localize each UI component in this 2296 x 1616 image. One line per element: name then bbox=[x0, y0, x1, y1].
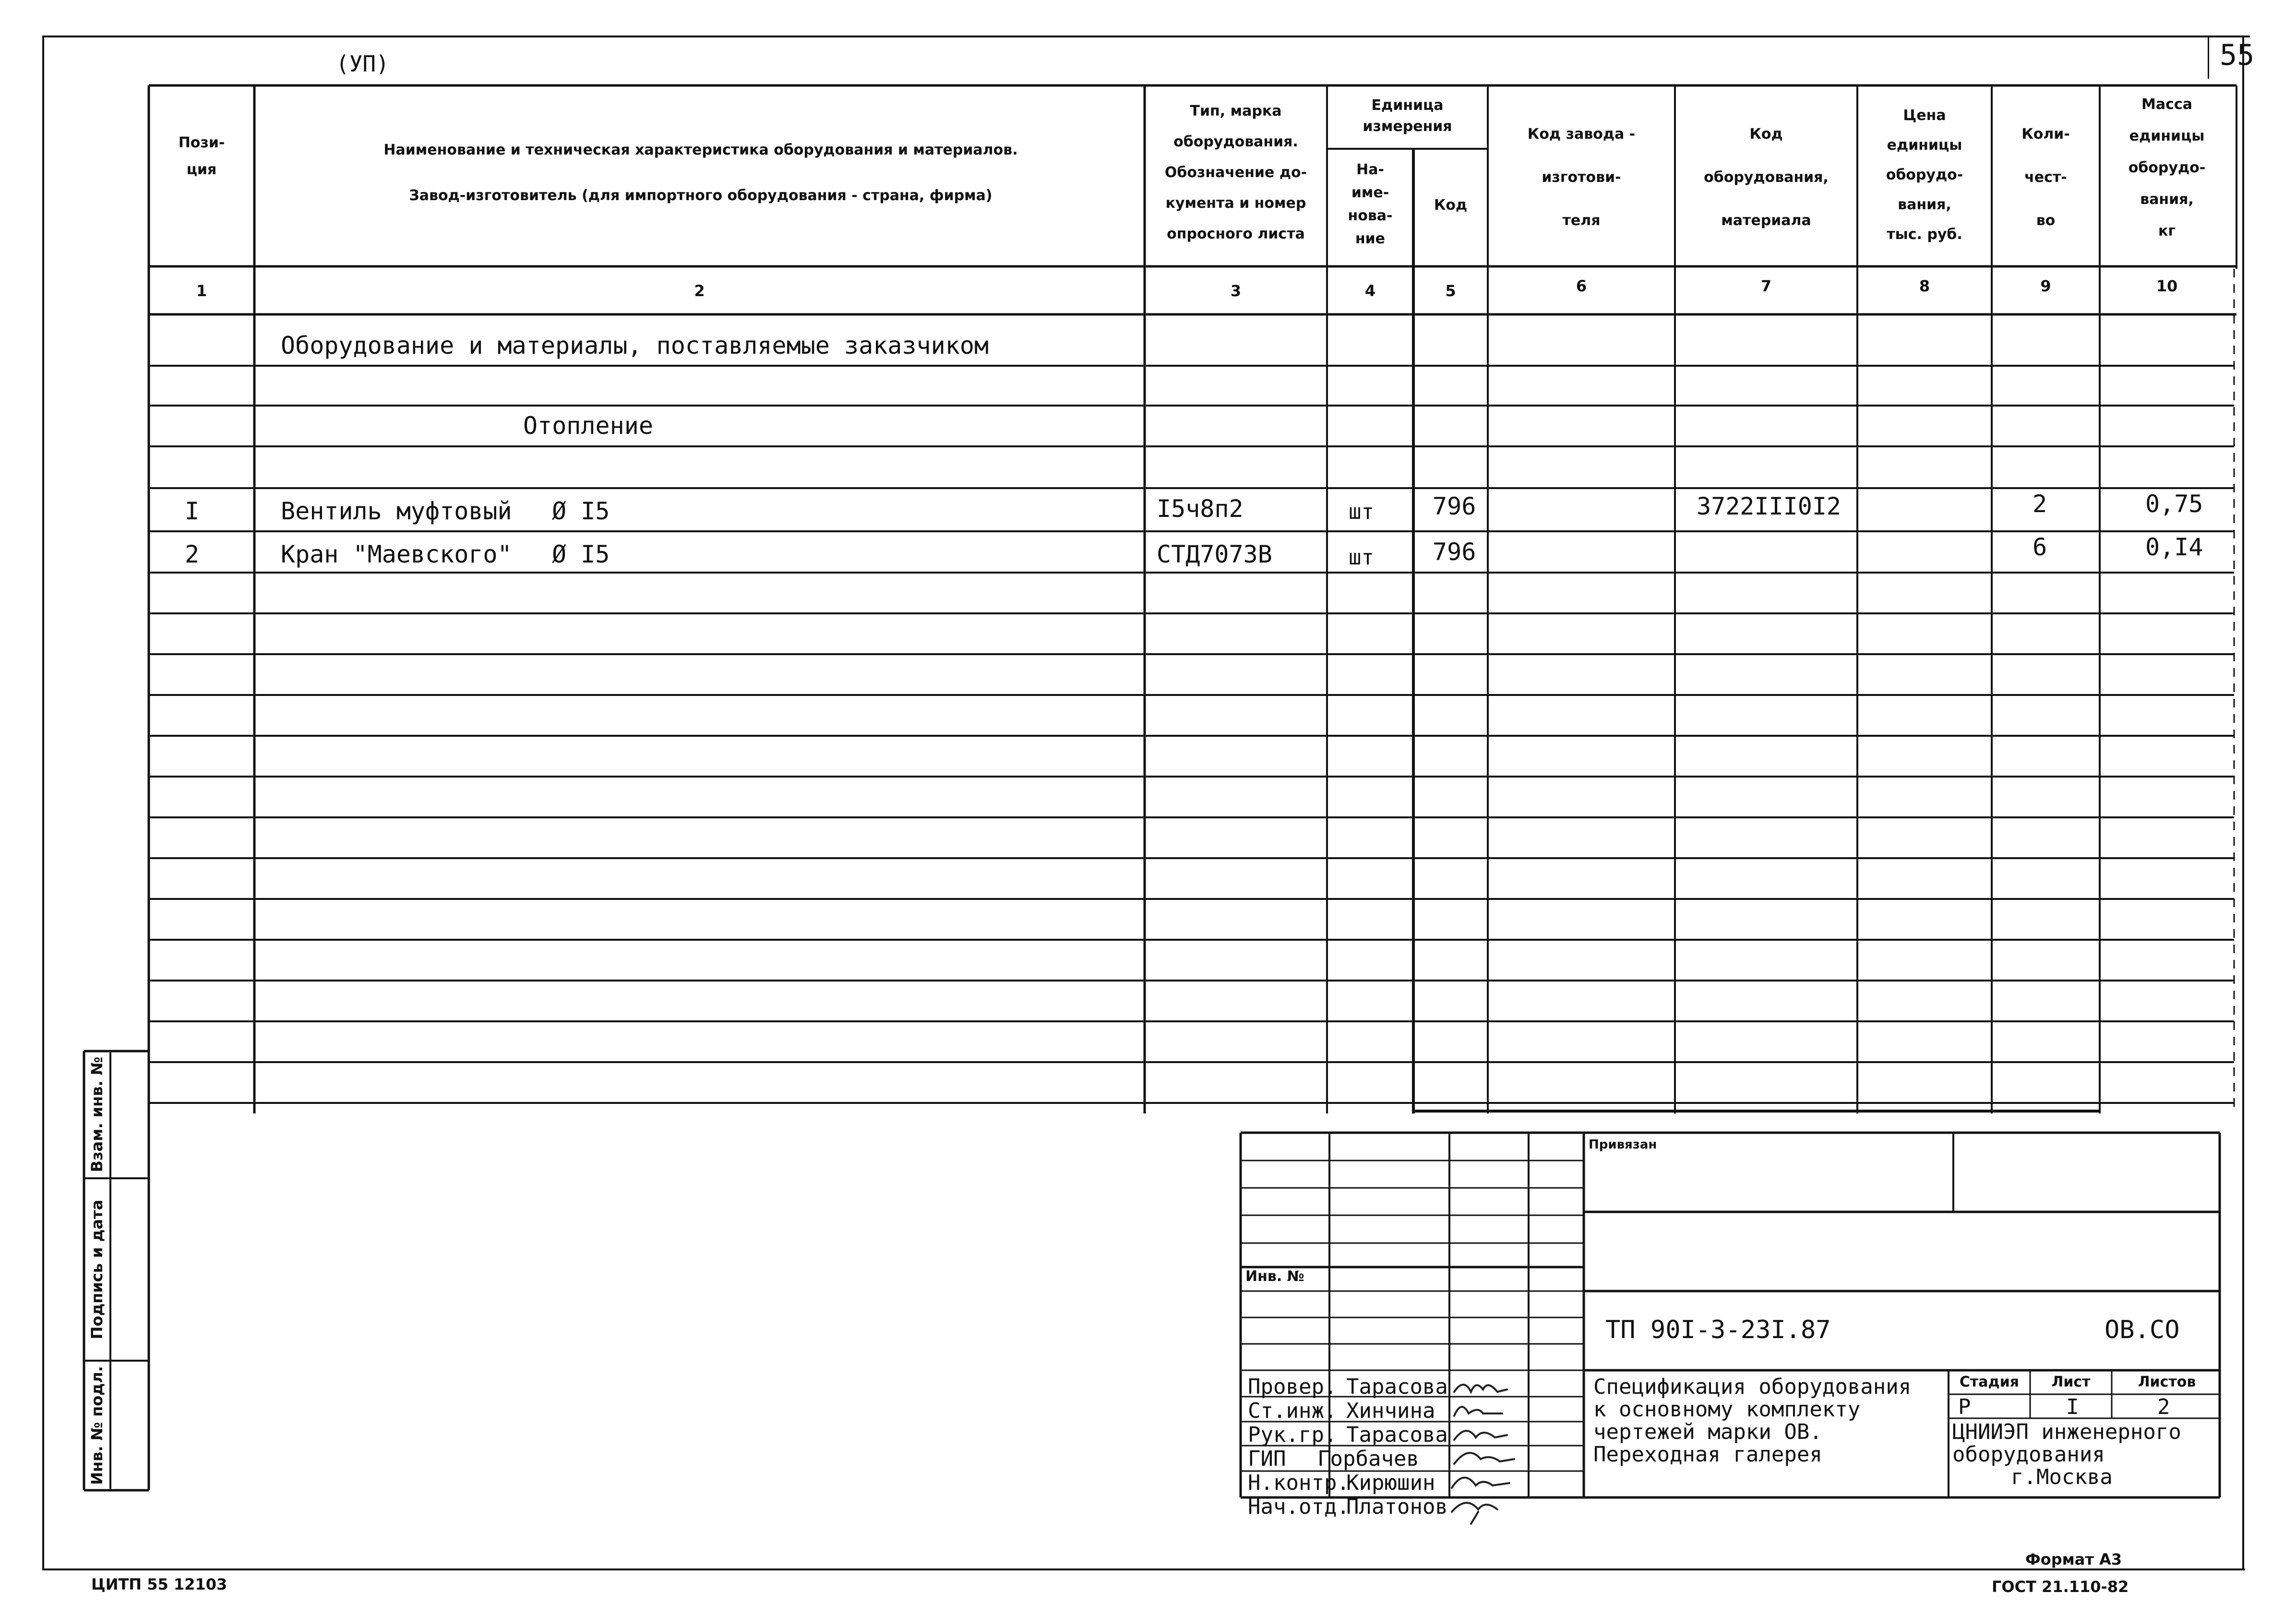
description-line-1: Спецификация оборудования bbox=[1593, 1375, 1912, 1399]
row2-unit: шт bbox=[1349, 545, 1374, 570]
org-line-3: г.Москва bbox=[2011, 1465, 2113, 1489]
sign-name-2: Хинчина bbox=[1346, 1399, 1435, 1423]
column-number-5: 5 bbox=[1445, 282, 1456, 300]
column-number-4: 4 bbox=[1364, 282, 1376, 300]
column-number-10: 10 bbox=[2156, 277, 2178, 295]
sign-name-3: Тарасова bbox=[1346, 1423, 1448, 1447]
row1-unit-code: 796 bbox=[1433, 492, 1476, 520]
doc-mark: ОВ.СО bbox=[2105, 1316, 2180, 1344]
row2-mass: 0,I4 bbox=[2145, 533, 2203, 561]
row1-quantity: 2 bbox=[2033, 490, 2047, 518]
row2-diameter: Ø I5 bbox=[552, 540, 610, 568]
sign-role-6: Нач.отд. bbox=[1248, 1495, 1350, 1519]
doc-tag: (УП) bbox=[336, 51, 389, 77]
footer-left-code: ЦИТП 55 12103 bbox=[91, 1575, 227, 1593]
title-block-inv-no: Инв. № bbox=[1245, 1268, 1304, 1285]
row2-type: СТД7073В bbox=[1157, 540, 1272, 568]
side-stamp-podpis: Подпись и дата bbox=[88, 1199, 106, 1340]
row1-equipment-code: 3722III0I2 bbox=[1697, 492, 1842, 520]
sign-role-3: Рук.гр. bbox=[1248, 1423, 1337, 1447]
row2-unit-code: 796 bbox=[1433, 538, 1476, 566]
section-title: Оборудование и материалы, поставляемые заказчиком bbox=[281, 332, 989, 359]
header-mass: Масса единицы оборудо- вания, кг bbox=[2128, 96, 2206, 239]
header-type: Тип, марка оборудования. Обозначение до- кумента и номер опросного листа bbox=[1164, 103, 1307, 242]
column-number-2: 2 bbox=[694, 282, 705, 300]
sheet-label: Лист bbox=[2051, 1374, 2091, 1390]
row1-mass: 0,75 bbox=[2145, 490, 2203, 518]
description-line-3: чертежей марки ОВ. bbox=[1593, 1420, 1822, 1444]
row2-quantity: 6 bbox=[2033, 533, 2047, 561]
footer-format: Формат А3 bbox=[2025, 1550, 2122, 1568]
column-number-8: 8 bbox=[1919, 277, 1930, 295]
header-factory-code: Код завода - изготови- теля bbox=[1527, 126, 1636, 229]
doc-code: ТП 90I-3-23I.87 bbox=[1605, 1316, 1831, 1344]
header-name-line1: Наименование и техническая характеристика оборудования и материалов. bbox=[383, 142, 1018, 158]
row1-unit: шт bbox=[1349, 500, 1374, 524]
subsection-title: Отопление bbox=[523, 412, 653, 440]
header-unit-name: На- име- нова- ние bbox=[1348, 161, 1393, 247]
row2-name: Кран "Маевского" bbox=[281, 540, 512, 568]
sign-role-2: Ст.инж. bbox=[1248, 1399, 1337, 1423]
header-name-line2: Завод-изготовитель (для импортного оборудования - страна, фирма) bbox=[409, 187, 993, 204]
column-number-6: 6 bbox=[1576, 277, 1587, 295]
sign-name-1: Тарасова bbox=[1346, 1375, 1448, 1399]
footer-gost: ГОСТ 21.110-82 bbox=[1992, 1578, 2129, 1596]
side-stamp-inv: Инв. № подл. bbox=[88, 1366, 106, 1485]
page-number: 55 bbox=[2220, 38, 2255, 72]
row1-position: I bbox=[185, 497, 200, 525]
org-line-2: оборудования bbox=[1952, 1442, 2105, 1467]
sheets-value: 2 bbox=[2157, 1395, 2170, 1419]
sign-role-1: Провер. bbox=[1248, 1375, 1337, 1399]
row1-name: Вентиль муфтовый bbox=[281, 497, 512, 525]
header-position: Пози- ция bbox=[178, 134, 225, 178]
row1-type: I5ч8п2 bbox=[1157, 495, 1244, 523]
column-number-1: 1 bbox=[196, 282, 207, 300]
row1-diameter: Ø I5 bbox=[552, 497, 610, 525]
sign-name-6: Платонов bbox=[1346, 1495, 1448, 1519]
column-number-9: 9 bbox=[2040, 277, 2051, 295]
sign-role-5: Н.контр. bbox=[1248, 1471, 1350, 1495]
description-line-2: к основному комплекту bbox=[1593, 1397, 1861, 1422]
header-equipment-code: Код оборудования, материала bbox=[1704, 126, 1829, 229]
row2-position: 2 bbox=[185, 540, 200, 568]
side-stamp-vzam: Взам. инв. № bbox=[88, 1056, 106, 1173]
header-unit-code: Код bbox=[1434, 197, 1468, 214]
stage-value: Р bbox=[1958, 1395, 1971, 1419]
sheets-label: Листов bbox=[2138, 1374, 2196, 1390]
sheet-value: I bbox=[2066, 1395, 2079, 1419]
org-line-1: ЦНИИЭП инженерного bbox=[1952, 1420, 2181, 1444]
header-quantity: Коли- чест- во bbox=[2021, 126, 2070, 229]
sign-role-4: ГИП bbox=[1248, 1447, 1286, 1471]
header-unit-group: Единица измерения bbox=[1363, 97, 1452, 135]
title-block-privyazan: Привязан bbox=[1589, 1137, 1657, 1152]
sign-name-5: Кирюшин bbox=[1346, 1471, 1435, 1495]
column-number-7: 7 bbox=[1760, 277, 1772, 295]
stage-label: Стадия bbox=[1959, 1374, 2020, 1390]
header-price: Цена единицы оборудо- вания, тыс. руб. bbox=[1886, 107, 1963, 243]
column-number-3: 3 bbox=[1230, 282, 1242, 300]
description-line-4: Переходная галерея bbox=[1593, 1442, 1822, 1467]
handwritten-signatures bbox=[1449, 1373, 1593, 1526]
sign-name-4: Горбачев bbox=[1317, 1447, 1419, 1471]
